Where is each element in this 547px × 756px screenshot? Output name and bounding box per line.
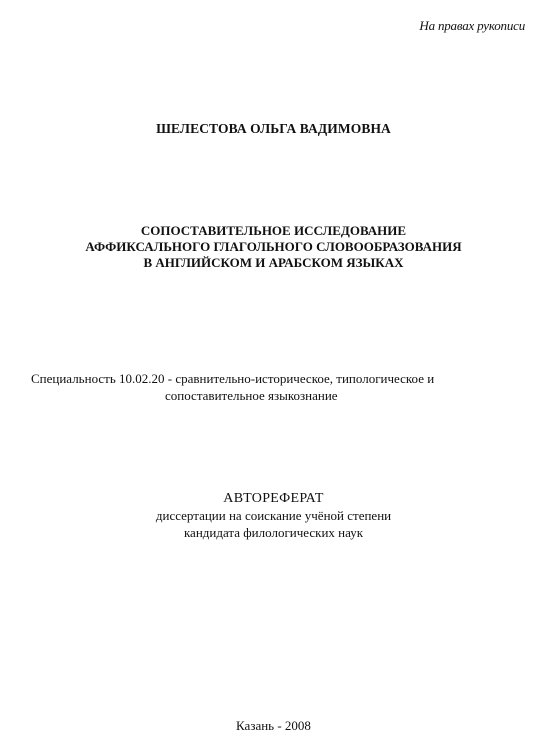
author-name: ШЕЛЕСТОВА ОЛЬГА ВАДИМОВНА <box>156 121 391 136</box>
dissertation-title <box>0 223 547 271</box>
title-line: В АНГЛИЙСКОМ И АРАБСКОМ ЯЗЫКАХ <box>143 255 404 270</box>
abstract-heading: АВТОРЕФЕРАТ <box>223 491 324 506</box>
rights-note: На правах рукописи <box>419 18 525 33</box>
specialty-line: сопоставительное языкознание <box>165 388 338 403</box>
city-year: Казань - 2008 <box>236 718 311 733</box>
abstract-line: кандидата филологических наук <box>183 525 364 540</box>
abstract-block <box>0 490 547 541</box>
specialty-line: Специальность 10.02.20 - сравнительно-историческое, типологическое и <box>31 371 435 386</box>
abstract-line: диссертации на соискание учёной степени <box>155 508 392 523</box>
title-line: СОПОСТАВИТЕЛЬНОЕ ИССЛЕДОВАНИЕ <box>140 223 407 238</box>
title-line: АФФИКСАЛЬНОГО ГЛАГОЛЬНОГО СЛОВООБРАЗОВАНИЯ <box>85 239 462 254</box>
